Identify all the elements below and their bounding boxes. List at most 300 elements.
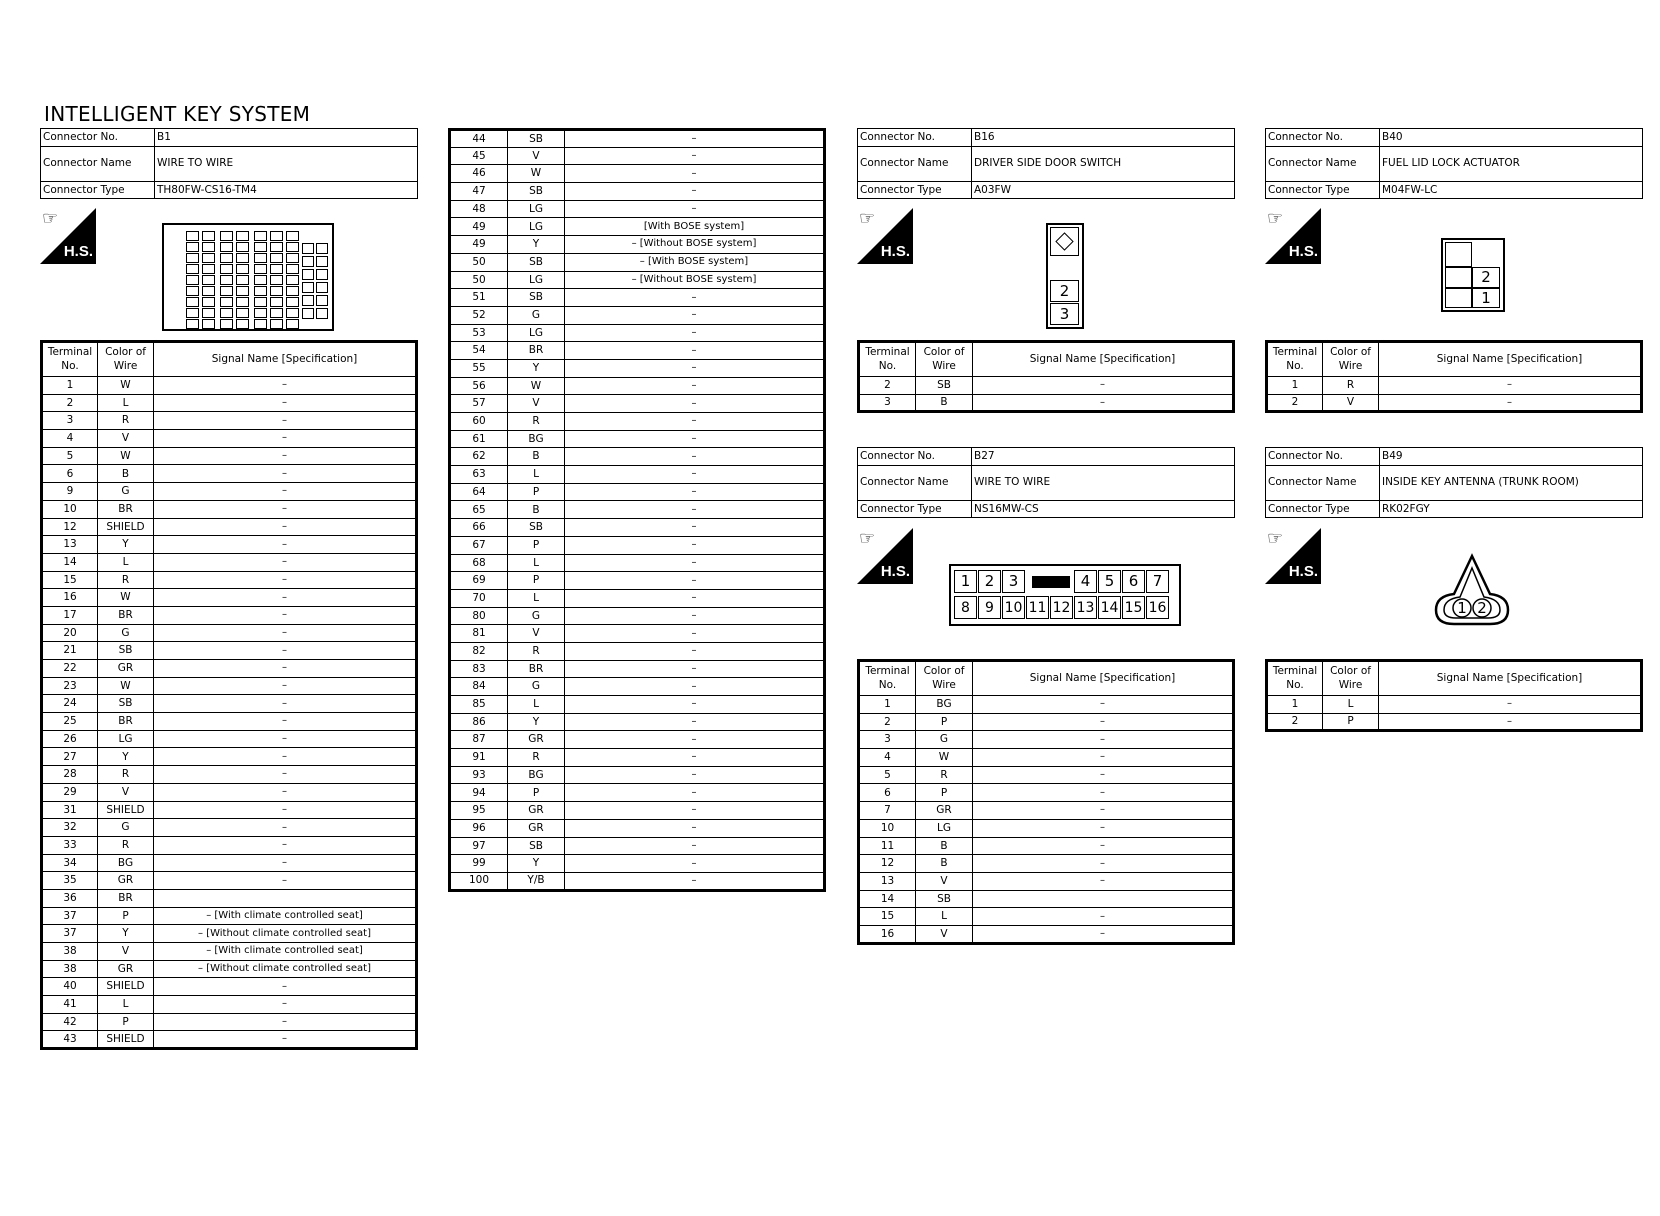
wire-color-cell: R	[508, 642, 565, 660]
signal-name-cell: –	[154, 500, 417, 518]
b27-connector-no: B27	[972, 448, 1235, 466]
terminal-no-cell: 86	[450, 713, 508, 731]
b49-connector-no: B49	[1380, 448, 1643, 466]
b27-pin: 4	[1074, 570, 1097, 593]
b27-pin: 6	[1122, 570, 1145, 593]
terminal-no-cell: 96	[450, 819, 508, 837]
signal-name-cell: –	[154, 660, 417, 678]
b27-pin: 3	[1002, 570, 1025, 593]
wire-color-cell: L	[1323, 696, 1379, 714]
table-row	[42, 854, 417, 872]
b27-connector-name: WIRE TO WIRE	[972, 465, 1235, 500]
hs-icon: ☞ H.S.	[857, 208, 913, 264]
signal-name-cell: –	[154, 730, 417, 748]
b27-connector-face	[949, 564, 1181, 626]
b27-pin: 9	[978, 596, 1001, 619]
signal-name-cell: –	[565, 872, 825, 890]
b1-terminal-table-1: Terminal No. Color of Wire Signal Name [Specification] 1 W – 2 L – 3 R – 4 V – 5 W – 6 B – 9 G – 10 BR – 12 SHIELD – 13 Y – 14 L – 15 R – 16 W – 17 BR – 20 G – 21 SB – 22 GR – 23 W – 24 SB – 25 BR – 26 LG – 27 Y – 28 R – 29 V – 31 SHIELD – 32 G – 33 R – 34 BG – 35 GR – 36 BR 37 P – [With climate controlled seat] 37 Y – [Without climate controlled seat] 38 V – [With climate controlled seat] 38 GR – [Without climate controlled seat] 40 SHIELD – 41 L – 42 P – 43 SHIELD –	[40, 340, 418, 1050]
table-row	[450, 696, 825, 714]
table-row	[450, 519, 825, 537]
table-row	[450, 430, 825, 448]
table-row	[450, 660, 825, 678]
table-row	[450, 271, 825, 289]
signal-name-cell: –	[565, 342, 825, 360]
terminal-no-cell: 94	[450, 784, 508, 802]
signal-name-cell: –	[154, 465, 417, 483]
terminal-no-cell: 60	[450, 413, 508, 431]
signal-name-cell: –	[565, 749, 825, 767]
b1-connector-name: WIRE TO WIRE	[155, 146, 418, 181]
signal-name-cell: – [Without climate controlled seat]	[154, 925, 417, 943]
signal-name-cell: –	[154, 1013, 417, 1031]
label-connector-type: Connector Type	[41, 181, 155, 199]
harness-side-hand-icon: ☞	[859, 528, 876, 549]
terminal-no-cell: 1	[42, 377, 98, 395]
wire-color-cell: P	[916, 713, 973, 731]
signal-name-cell: –	[973, 377, 1234, 395]
terminal-no-cell: 97	[450, 837, 508, 855]
b49-pin: 1	[1457, 599, 1467, 617]
table-row	[42, 500, 417, 518]
table-row	[859, 696, 1234, 714]
wire-color-cell: SB	[508, 183, 565, 201]
table-row	[42, 996, 417, 1014]
wire-color-cell: W	[508, 165, 565, 183]
wire-color-cell: G	[916, 731, 973, 749]
wire-color-cell: R	[98, 571, 154, 589]
terminal-no-cell: 17	[42, 606, 98, 624]
terminal-no-cell: 43	[42, 1031, 98, 1049]
terminal-no-cell: 26	[42, 730, 98, 748]
terminal-no-cell: 34	[42, 854, 98, 872]
table-row	[450, 731, 825, 749]
signal-name-cell: –	[565, 855, 825, 873]
terminal-no-cell: 91	[450, 749, 508, 767]
signal-name-cell: –	[154, 783, 417, 801]
terminal-no-cell: 83	[450, 660, 508, 678]
table-row	[859, 802, 1234, 820]
signal-name-cell: –	[154, 518, 417, 536]
terminal-no-cell: 51	[450, 289, 508, 307]
table-row	[450, 359, 825, 377]
signal-name-cell: –	[154, 553, 417, 571]
terminal-no-cell: 65	[450, 501, 508, 519]
table-row	[450, 678, 825, 696]
signal-name-cell: –	[565, 289, 825, 307]
wire-color-cell: W	[98, 447, 154, 465]
terminal-no-cell: 24	[42, 695, 98, 713]
signal-name-cell: –	[973, 908, 1234, 926]
b27-pin: 7	[1146, 570, 1169, 593]
wire-color-cell: L	[508, 466, 565, 484]
wire-color-cell: V	[916, 925, 973, 943]
table-row	[450, 572, 825, 590]
table-row	[42, 907, 417, 925]
terminal-no-cell: 14	[859, 890, 916, 908]
terminal-no-cell: 38	[42, 960, 98, 978]
table-row	[859, 713, 1234, 731]
terminal-no-cell: 53	[450, 324, 508, 342]
terminal-no-cell: 52	[450, 306, 508, 324]
wire-color-cell: Y	[98, 536, 154, 554]
terminal-no-cell: 5	[42, 447, 98, 465]
terminal-no-cell: 93	[450, 766, 508, 784]
signal-name-cell	[973, 890, 1234, 908]
table-row	[450, 200, 825, 218]
b40-connector-face	[1441, 238, 1505, 312]
terminal-no-cell: 47	[450, 183, 508, 201]
b16-pin: 2	[1050, 280, 1079, 302]
b27-pin: 2	[978, 570, 1001, 593]
wire-color-cell: P	[508, 572, 565, 590]
terminal-no-cell: 85	[450, 696, 508, 714]
terminal-no-cell: 4	[859, 749, 916, 767]
signal-name-cell: –	[154, 536, 417, 554]
signal-name-cell: –	[154, 589, 417, 607]
hs-icon: ☞ H.S.	[857, 528, 913, 584]
wire-color-cell: V	[98, 943, 154, 961]
wire-color-cell: R	[98, 836, 154, 854]
table-row	[859, 784, 1234, 802]
table-row	[42, 536, 417, 554]
table-row	[42, 571, 417, 589]
signal-name-cell: –	[565, 395, 825, 413]
signal-name-cell: [With BOSE system]	[565, 218, 825, 236]
signal-name-cell	[154, 889, 417, 907]
wire-color-cell: B	[508, 448, 565, 466]
b27-pin: 8	[954, 596, 977, 619]
terminal-no-cell: 22	[42, 660, 98, 678]
terminal-no-cell: 100	[450, 872, 508, 890]
terminal-no-cell: 81	[450, 625, 508, 643]
terminal-no-cell: 13	[859, 872, 916, 890]
harness-side-hand-icon: ☞	[1267, 528, 1284, 549]
hs-icon: ☞ H.S.	[40, 208, 96, 264]
signal-name-cell: –	[565, 696, 825, 714]
table-row	[42, 730, 417, 748]
b16-pin: 3	[1050, 303, 1079, 325]
wire-color-cell: V	[1323, 394, 1379, 412]
table-row	[450, 819, 825, 837]
b27-pin: 11	[1026, 596, 1049, 619]
terminal-no-cell: 4	[42, 430, 98, 448]
table-row	[450, 766, 825, 784]
wire-color-cell: Y	[508, 713, 565, 731]
signal-name-cell: –	[565, 766, 825, 784]
wire-color-cell: BR	[98, 500, 154, 518]
wire-color-cell: L	[508, 589, 565, 607]
wire-color-cell: W	[98, 377, 154, 395]
table-row	[450, 324, 825, 342]
terminal-no-cell: 48	[450, 200, 508, 218]
signal-name-cell: –	[565, 147, 825, 165]
table-row	[450, 837, 825, 855]
terminal-no-cell: 49	[450, 218, 508, 236]
signal-name-cell: –	[154, 483, 417, 501]
signal-name-cell: –	[1379, 377, 1642, 395]
terminal-no-cell: 21	[42, 642, 98, 660]
b27-pin: 1	[954, 570, 977, 593]
table-row	[42, 960, 417, 978]
b1-connector-face	[162, 223, 334, 331]
table-row	[450, 236, 825, 254]
harness-side-hand-icon: ☞	[1267, 208, 1284, 229]
table-row	[450, 165, 825, 183]
terminal-no-cell: 37	[42, 925, 98, 943]
terminal-no-cell: 70	[450, 589, 508, 607]
signal-name-cell: –	[565, 554, 825, 572]
signal-name-cell: –	[565, 413, 825, 431]
table-row	[450, 466, 825, 484]
wire-color-cell: GR	[98, 960, 154, 978]
signal-name-cell: –	[154, 872, 417, 890]
wire-color-cell: GR	[916, 802, 973, 820]
b27-info-table: Connector No. B27 Connector Name WIRE TO WIRE Connector Type NS16MW-CS	[857, 447, 1235, 518]
signal-name-cell: – [Without BOSE system]	[565, 271, 825, 289]
wire-color-cell: P	[508, 536, 565, 554]
wire-color-cell: P	[98, 907, 154, 925]
signal-name-cell: –	[973, 394, 1234, 412]
table-row	[450, 589, 825, 607]
b40-info-table: Connector No. B40 Connector Name FUEL LID LOCK ACTUATOR Connector Type M04FW-LC	[1265, 128, 1643, 199]
wire-color-cell: SB	[508, 289, 565, 307]
terminal-no-cell: 3	[42, 412, 98, 430]
table-row	[42, 1031, 417, 1049]
terminal-no-cell: 41	[42, 996, 98, 1014]
wire-color-cell: GR	[98, 872, 154, 890]
terminal-no-cell: 80	[450, 607, 508, 625]
terminal-no-cell: 67	[450, 536, 508, 554]
wire-color-cell: V	[98, 783, 154, 801]
b1-terminal-table-2	[448, 128, 826, 892]
wire-color-cell: G	[508, 607, 565, 625]
table-row	[42, 430, 417, 448]
b16-key-cell	[1050, 227, 1079, 256]
table-row	[42, 978, 417, 996]
table-row	[42, 412, 417, 430]
signal-name-cell: –	[565, 324, 825, 342]
table-row	[450, 501, 825, 519]
table-row	[42, 589, 417, 607]
wire-color-cell: L	[98, 996, 154, 1014]
signal-name-cell: –	[973, 802, 1234, 820]
terminal-no-cell: 99	[450, 855, 508, 873]
terminal-no-cell: 69	[450, 572, 508, 590]
signal-name-cell: –	[973, 872, 1234, 890]
table-row	[42, 872, 417, 890]
terminal-no-cell: 87	[450, 731, 508, 749]
wire-color-cell: Y	[508, 359, 565, 377]
table-row	[42, 713, 417, 731]
table-row	[450, 784, 825, 802]
signal-name-cell: –	[154, 713, 417, 731]
b16-connector-face	[1046, 223, 1084, 329]
table-row	[859, 908, 1234, 926]
label-connector-name: Connector Name	[41, 146, 155, 181]
signal-name-cell: –	[154, 642, 417, 660]
wire-color-cell: LG	[508, 324, 565, 342]
table-row	[42, 677, 417, 695]
table-row	[859, 377, 1234, 395]
b16-connector-type: A03FW	[972, 181, 1235, 199]
table-row	[450, 802, 825, 820]
wire-color-cell: SB	[916, 890, 973, 908]
wire-color-cell: Y	[508, 855, 565, 873]
table-row	[450, 749, 825, 767]
table-row	[42, 889, 417, 907]
terminal-no-cell: 32	[42, 819, 98, 837]
signal-name-cell: –	[154, 430, 417, 448]
wire-color-cell: W	[98, 589, 154, 607]
wire-color-cell: R	[916, 766, 973, 784]
table-row	[42, 836, 417, 854]
b1-connector-type: TH80FW-CS16-TM4	[155, 181, 418, 199]
terminal-no-cell: 63	[450, 466, 508, 484]
terminal-no-cell: 28	[42, 766, 98, 784]
terminal-no-cell: 12	[42, 518, 98, 536]
wire-color-cell: BR	[508, 342, 565, 360]
wire-color-cell: B	[98, 465, 154, 483]
table-row	[42, 465, 417, 483]
b40-pin: 2	[1472, 267, 1500, 288]
b49-terminal-table: Terminal No. Color of Wire Signal Name [Specification] 1 L – 2 P –	[1265, 659, 1643, 732]
signal-name-cell: –	[973, 784, 1234, 802]
terminal-no-cell: 38	[42, 943, 98, 961]
terminal-no-cell: 40	[42, 978, 98, 996]
terminal-no-cell: 55	[450, 359, 508, 377]
wire-color-cell: R	[1323, 377, 1379, 395]
terminal-no-cell: 7	[859, 802, 916, 820]
wire-color-cell: Y	[508, 236, 565, 254]
table-row	[1267, 394, 1642, 412]
wire-color-cell: R	[98, 766, 154, 784]
wire-color-cell: SB	[508, 519, 565, 537]
b27-terminal-table: Terminal No. Color of Wire Signal Name [Specification] 1 BG – 2 P – 3 G – 4 W – 5 R – 6 P – 7 GR – 10 LG – 11 B – 12 B – 13 V – 14 SB 15 L – 16 V –	[857, 659, 1235, 945]
signal-name-cell: –	[973, 837, 1234, 855]
table-row	[450, 218, 825, 236]
b27-pin: 5	[1098, 570, 1121, 593]
signal-name-cell: –	[973, 731, 1234, 749]
terminal-no-cell: 35	[42, 872, 98, 890]
b49-connector-type: RK02FGY	[1380, 500, 1643, 518]
table-row	[42, 483, 417, 501]
terminal-no-cell: 15	[42, 571, 98, 589]
terminal-no-cell: 46	[450, 165, 508, 183]
signal-name-cell: –	[154, 748, 417, 766]
table-row	[1267, 696, 1642, 714]
wire-color-cell: GR	[508, 731, 565, 749]
page-title: INTELLIGENT KEY SYSTEM	[44, 102, 311, 126]
wire-color-cell: SB	[508, 130, 565, 148]
b27-connector-type: NS16MW-CS	[972, 500, 1235, 518]
signal-name-cell: –	[565, 572, 825, 590]
hs-icon: ☞ H.S.	[1265, 528, 1321, 584]
table-row	[42, 925, 417, 943]
b40-connector-name: FUEL LID LOCK ACTUATOR	[1380, 146, 1643, 181]
wire-color-cell: LG	[508, 218, 565, 236]
wire-color-cell: V	[508, 395, 565, 413]
signal-name-cell: –	[154, 606, 417, 624]
terminal-no-cell: 5	[859, 766, 916, 784]
table-row	[859, 872, 1234, 890]
terminal-no-cell: 84	[450, 678, 508, 696]
table-row	[859, 394, 1234, 412]
wire-color-cell: Y	[98, 748, 154, 766]
terminal-no-cell: 33	[42, 836, 98, 854]
wire-color-cell: L	[508, 554, 565, 572]
terminal-no-cell: 15	[859, 908, 916, 926]
signal-name-cell: –	[565, 501, 825, 519]
signal-name-cell: –	[973, 713, 1234, 731]
wire-color-cell: G	[508, 306, 565, 324]
signal-name-cell: –	[973, 819, 1234, 837]
b16-terminal-table: Terminal No. Color of Wire Signal Name [Specification] 2 SB – 3 B –	[857, 340, 1235, 413]
wire-color-cell: BG	[508, 430, 565, 448]
terminal-no-cell: 25	[42, 713, 98, 731]
terminal-no-cell: 45	[450, 147, 508, 165]
wire-color-cell: SB	[508, 253, 565, 271]
wire-color-cell: G	[98, 483, 154, 501]
signal-name-cell: –	[565, 819, 825, 837]
b16-info-table: Connector No. B16 Connector Name DRIVER SIDE DOOR SWITCH Connector Type A03FW	[857, 128, 1235, 199]
terminal-no-cell: 54	[450, 342, 508, 360]
terminal-no-cell: 2	[42, 394, 98, 412]
table-row	[42, 660, 417, 678]
wire-color-cell: GR	[508, 819, 565, 837]
wire-color-cell: V	[98, 430, 154, 448]
wire-color-cell: SB	[916, 377, 973, 395]
signal-name-cell: – [Without BOSE system]	[565, 236, 825, 254]
table-row	[42, 695, 417, 713]
table-row	[450, 342, 825, 360]
table-row	[42, 819, 417, 837]
table-row	[859, 890, 1234, 908]
table-row	[859, 749, 1234, 767]
b27-pin: 15	[1122, 596, 1145, 619]
terminal-no-cell: 9	[42, 483, 98, 501]
signal-name-cell: –	[565, 678, 825, 696]
terminal-no-cell: 44	[450, 130, 508, 148]
terminal-no-cell: 20	[42, 624, 98, 642]
signal-name-cell: – [With BOSE system]	[565, 253, 825, 271]
b40-connector-type: M04FW-LC	[1380, 181, 1643, 199]
wire-color-cell: SB	[98, 642, 154, 660]
wire-color-cell: Y	[98, 925, 154, 943]
table-row	[42, 748, 417, 766]
signal-name-cell: –	[565, 607, 825, 625]
hs-icon: ☞ H.S.	[1265, 208, 1321, 264]
table-row	[42, 447, 417, 465]
wire-color-cell: V	[508, 625, 565, 643]
wire-color-cell: SB	[98, 695, 154, 713]
signal-name-cell: –	[565, 802, 825, 820]
wire-color-cell: LG	[508, 200, 565, 218]
terminal-no-cell: 1	[1267, 696, 1323, 714]
table-row	[450, 395, 825, 413]
terminal-no-cell: 64	[450, 483, 508, 501]
wire-color-cell: L	[916, 908, 973, 926]
wire-color-cell: L	[98, 394, 154, 412]
signal-name-cell: –	[1379, 394, 1642, 412]
terminal-no-cell: 11	[859, 837, 916, 855]
table-row	[42, 943, 417, 961]
wire-color-cell: W	[916, 749, 973, 767]
wire-color-cell: B	[916, 837, 973, 855]
b40-connector-no: B40	[1380, 129, 1643, 147]
terminal-no-cell: 2	[859, 713, 916, 731]
wire-color-cell: SB	[508, 837, 565, 855]
signal-name-cell: –	[1379, 696, 1642, 714]
